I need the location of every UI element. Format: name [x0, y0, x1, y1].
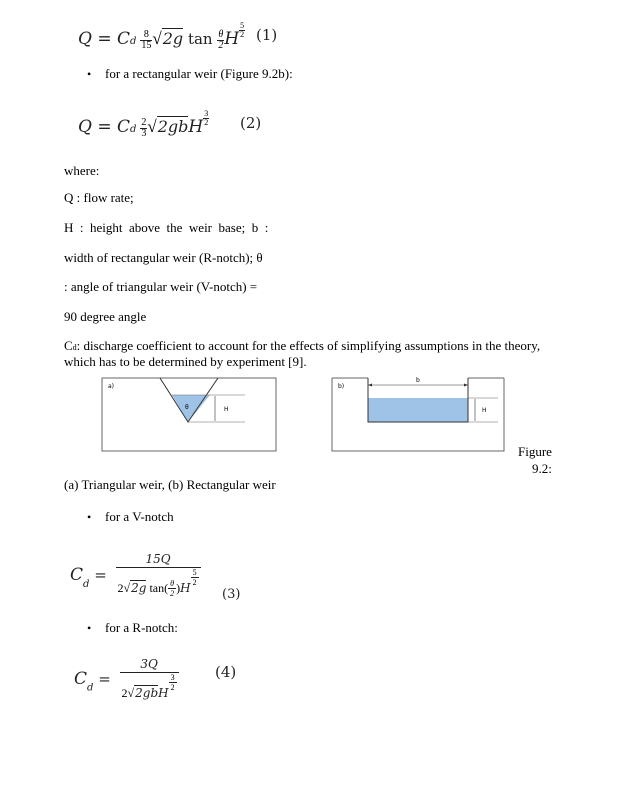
panel-b-label: b) [338, 383, 345, 390]
bullet-rectangular-weir: for a rectangular weir (Figure 9.2b): [105, 66, 293, 81]
eq2-sub: d [130, 124, 137, 135]
bullet-marker-v: • [87, 510, 92, 524]
eq2-root: 2gb [157, 117, 189, 136]
equation-3: $C_d$ = 15Q 2√2g tan( $\frac{\theta}{2}$ )H $\frac{5}{2}$ [70, 552, 201, 598]
equation-2: Q = Cd $\frac{2}{3}$ √2gbH $\frac{3}{2}$ [78, 109, 209, 139]
eq3-number: (3) [222, 587, 241, 602]
theta-definition: : angle of triangular weir (V-notch) = [64, 279, 258, 294]
bullet-marker: • [87, 67, 92, 81]
eq1-lhs: Q = C [78, 29, 130, 49]
equation-1: Q = Cd $\frac{8}{15}$ √2g tan $\frac{\theta}{2}$ H $\frac{5}{2}$ [78, 21, 245, 51]
eq2-lhs: Q = C [78, 117, 130, 137]
eq3-fraction: 15Q 2√2g tan( $\frac{\theta}{2}$ )H $\frac{5}{2}$ [116, 552, 201, 598]
cd-symbol: C [64, 338, 73, 353]
eq2-number: (2) [240, 114, 262, 132]
cd-definition-line-2: which has to be determined by experiment [9]. [64, 354, 307, 369]
h-label-a: H [224, 406, 229, 413]
b-definition: width of rectangular weir (R-notch); θ [64, 250, 263, 265]
angle-definition: 90 degree angle [64, 309, 147, 324]
eq1-exponent: $\frac{5}{2}$ [240, 21, 245, 39]
eq4-sub: d [87, 682, 94, 694]
eq3-lhs: C [70, 565, 84, 586]
eq1-fn: tan [183, 30, 218, 48]
where-label: where: [64, 163, 100, 178]
eq4-lhs: C [74, 669, 88, 689]
bullet-marker-r: • [87, 621, 92, 635]
figure-caption: (a) Triangular weir, (b) Rectangular weir [64, 477, 276, 492]
cd-definition-line-1: Cd: discharge coefficient to account for the effects of simplifying assumptions in the theory, [64, 338, 541, 353]
eq1-number: (1) [256, 26, 278, 44]
eq4-number: (4) [215, 663, 237, 681]
q-definition: Q : flow rate; [64, 190, 134, 205]
eq1-fraction: $\frac{8}{15}$ [141, 28, 152, 51]
eq2-var: H [188, 117, 204, 137]
cd-subscript: d [72, 343, 77, 352]
figure-label-2: 9.2: [532, 461, 552, 476]
h-definition: H : height above the weir base; b : [64, 220, 269, 235]
panel-a-label: a) [108, 383, 115, 390]
eq1-var: H [224, 29, 240, 49]
equation-4: $C_d$ = 3Q 2√2gbH $\frac{3}{2}$ [74, 657, 179, 701]
eq2-exponent: $\frac{3}{2}$ [204, 109, 209, 127]
figure-label-1: Figure [518, 444, 552, 459]
eq1-sub: d [130, 36, 137, 47]
b-label: b [416, 377, 420, 384]
h-label-b: H [482, 407, 487, 414]
rectangular-water [368, 398, 468, 422]
eq1-root: 2g [162, 29, 184, 48]
theta-label: θ [185, 404, 189, 411]
bullet-v-notch: for a V-notch [105, 509, 174, 524]
eq4-fraction: 3Q 2√2gbH $\frac{3}{2}$ [120, 657, 179, 701]
eq1-theta-fraction: $\frac{\theta}{2}$ [218, 28, 224, 51]
figure-triangular-weir [100, 374, 280, 454]
eq2-fraction: $\frac{2}{3}$ [141, 116, 147, 139]
bullet-r-notch: for a R-notch: [105, 620, 178, 635]
eq3-sub: d [83, 578, 90, 590]
figure-rectangular-weir [330, 374, 506, 454]
